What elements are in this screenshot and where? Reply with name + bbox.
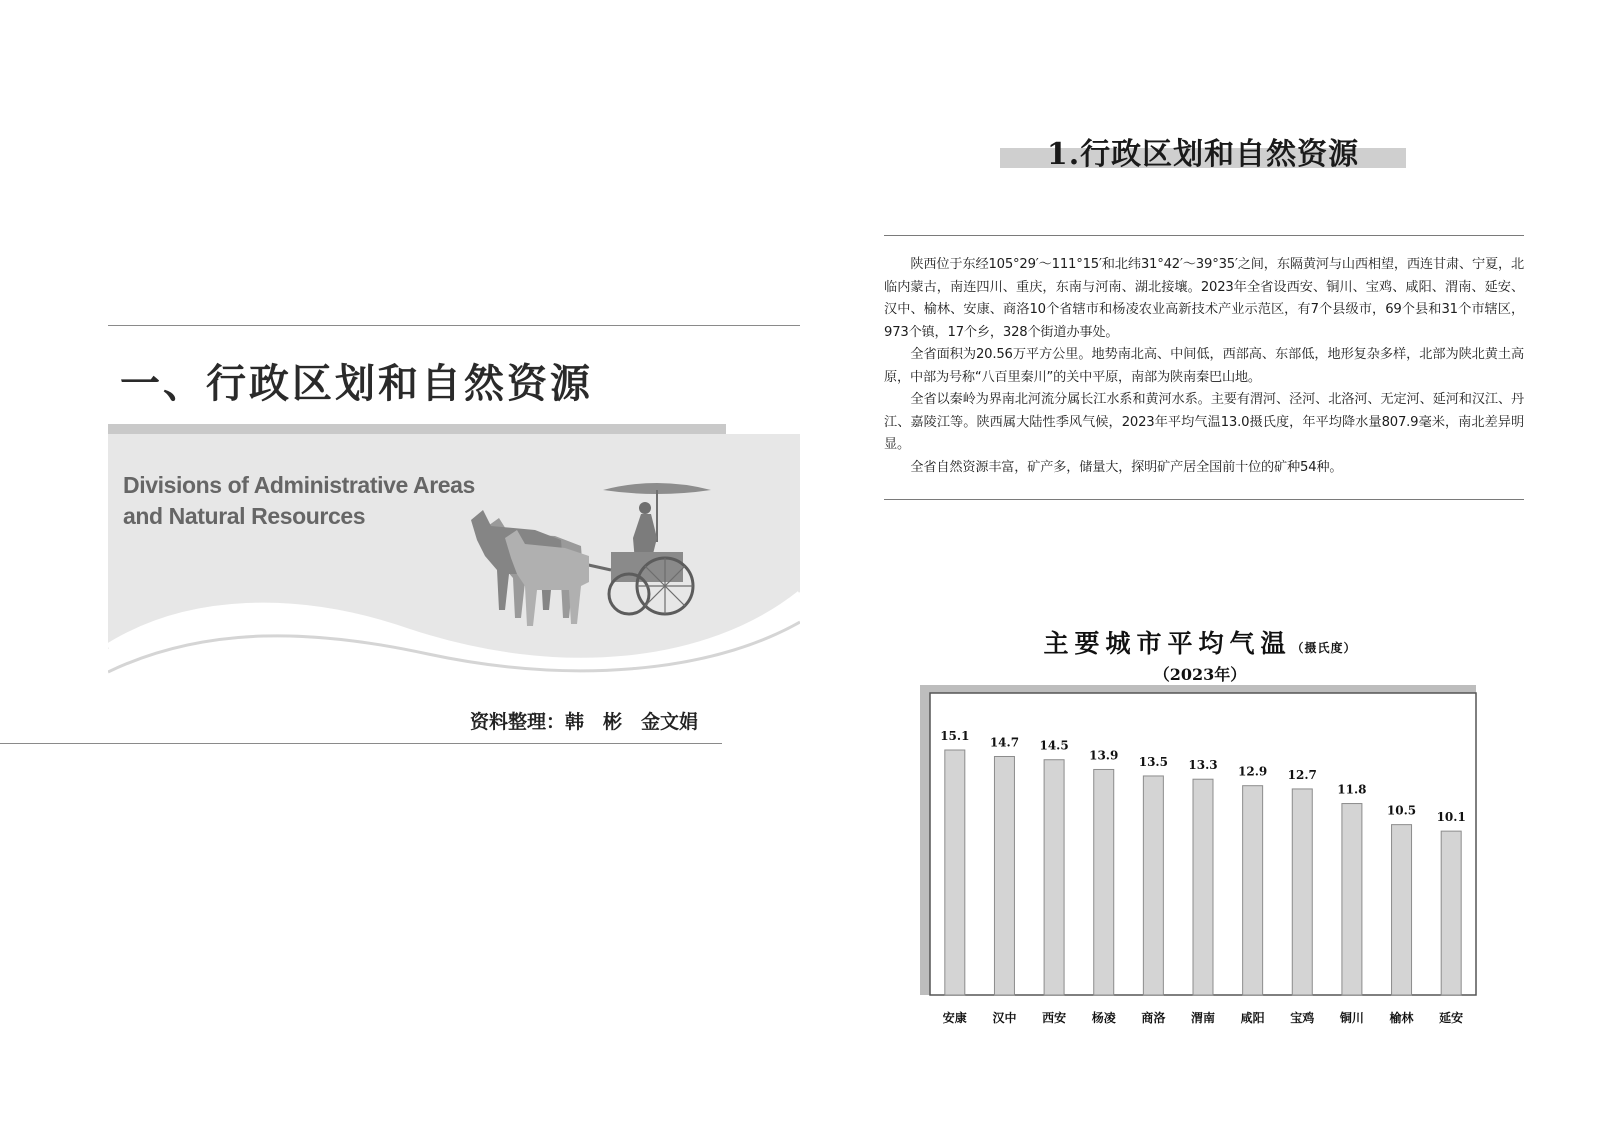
x-tick-label-汉中: 汉中 [992,1011,1017,1025]
temperature-bar-chart [920,685,1486,1035]
compiler-credit [470,707,698,734]
bar-商洛 [1143,776,1163,995]
section-title: 1.行政区划和自然资源 [1046,137,1360,172]
chapter-title: 一、行政区划和自然资源 [120,360,593,407]
english-title [123,470,475,532]
paragraph-1: 陕西位于东经105°29′～111°15′和北纬31°42′～39°35′之间，东隔黄河与山西相望，西连甘肃、宁夏，北临内蒙古，南连四川、重庆，东南与河南、湖北接壤。2023年全省设西安、铜川、宝鸡、咸阳、渭南、延安、汉中、榆林、安康、商洛10个省辖市和杨凌农业高新技术产业示范区，有7个县级市，69个县和31个市辖区，973个镇，17个乡，328个街道办事处。 [884,257,1524,340]
terracotta-chariot-illustration [465,478,740,640]
top-rule-left [108,325,800,326]
x-tick-label-渭南: 渭南 [1190,1011,1216,1025]
body-text [884,254,1524,479]
data-label-咸阳: 12.9 [1238,764,1268,779]
x-tick-label-榆林: 榆林 [1389,1011,1414,1025]
x-tick-label-安康: 安康 [942,1011,967,1025]
bar-西安 [1044,760,1064,995]
data-label-铜川: 11.8 [1337,782,1367,797]
data-label-榆林: 10.5 [1386,803,1417,818]
text-top-rule [884,235,1524,236]
paragraph-2: 全省面积为20.56万平方公里。地势南北高、中间低，西部高、东部低，地形复杂多样，北部为陕北黄土高原，中部为号称“八百里秦川”的关中平原，南部为陕南秦巴山地。 [884,347,1524,385]
data-label-商洛: 13.5 [1138,754,1168,769]
x-tick-label-宝鸡: 宝鸡 [1290,1011,1315,1025]
bar-榆林 [1392,825,1412,995]
paragraph-3: 全省以秦岭为界南北河流分属长江水系和黄河水系。主要有渭河、泾河、北洛河、无定河、延河和汉江、丹江、嘉陵江等。陕西属大陆性季风气候，2023年平均气温13.0摄氏度，年平均降水量807.9毫米，南北差异明显。 [884,392,1524,452]
chart-unit: （摄氏度） [1291,641,1357,655]
bar-咸阳 [1243,786,1263,995]
bar-渭南 [1193,779,1213,995]
data-label-安康: 15.1 [940,729,970,743]
compiler-label: 资料整理： [470,711,566,733]
bottom-rule-left [0,743,722,744]
english-title-line-1: Divisions of Administrative Areas [123,472,475,498]
chart-title [900,624,1500,660]
bar-延安 [1441,831,1461,995]
data-label-延安: 10.1 [1436,810,1466,825]
chart-title-text: 主要城市平均气温 [1043,629,1292,658]
x-tick-label-咸阳: 咸阳 [1240,1011,1265,1025]
x-tick-label-延安: 延安 [1439,1011,1464,1025]
data-label-渭南: 13.3 [1188,758,1218,773]
data-label-汉中: 14.7 [989,735,1020,750]
data-label-宝鸡: 12.7 [1287,767,1317,782]
data-label-杨凌: 13.9 [1089,748,1119,763]
x-tick-label-铜川: 铜川 [1339,1011,1364,1025]
compiler-names: 韩 彬 金文娟 [565,711,699,733]
paragraph-4: 全省自然资源丰富，矿产多，储量大，探明矿产居全国前十位的矿种54种。 [910,459,1343,475]
data-label-西安: 14.5 [1039,738,1069,753]
x-tick-label-杨凌: 杨凌 [1091,1011,1116,1025]
english-title-line-2: and Natural Resources [123,503,366,529]
bar-汉中 [994,756,1014,995]
bar-宝鸡 [1292,789,1312,995]
x-tick-label-商洛: 商洛 [1141,1011,1166,1025]
bar-杨凌 [1094,769,1114,995]
chart-subtitle: （2023年） [1153,665,1247,684]
x-tick-label-西安: 西安 [1042,1011,1067,1025]
bar-安康 [945,750,965,995]
text-bottom-rule [884,499,1524,500]
bar-铜川 [1342,804,1362,995]
